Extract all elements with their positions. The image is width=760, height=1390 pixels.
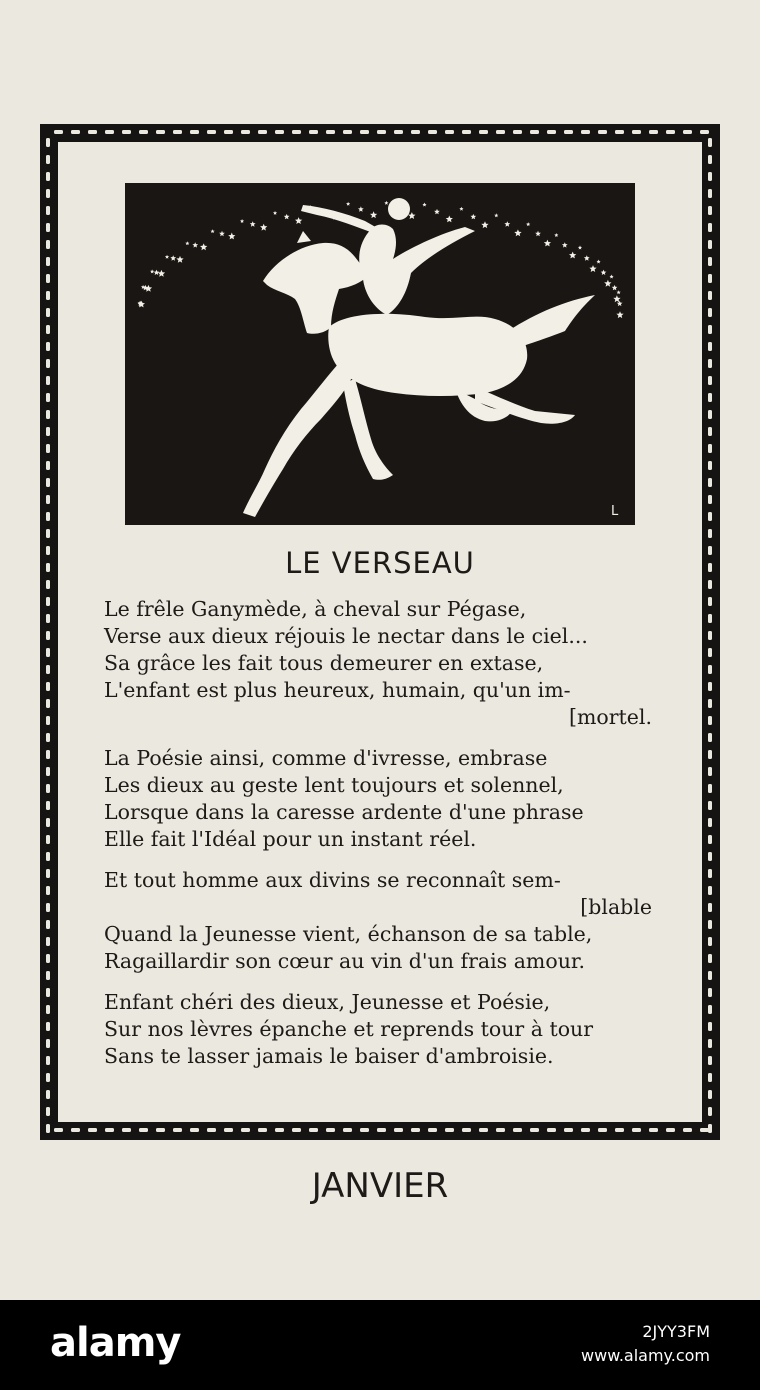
poem-line: Et tout homme aux divins se reconnaît sem- [104,868,561,892]
poem-line: Sans te lasser jamais le baiser d'ambroisie. [104,1044,554,1068]
poem-line: [mortel. [568,705,652,729]
stanza [104,867,652,975]
poem-line: Elle fait l'Idéal pour un instant réel. [104,827,477,851]
poem-title: LE VERSEAU [285,546,475,580]
poem-line: Lorsque dans la caresse ardente d'une phrase [104,800,584,824]
alamy-logo: alamy [50,1320,181,1366]
poem-line: Quand la Jeunesse vient, échanson de sa table, [104,922,593,946]
poem-line: Sur nos lèvres épanche et reprends tour à tour [104,1017,594,1041]
stanza [104,596,652,731]
poem-body [104,596,652,1084]
poem-line: Le frêle Ganymède, à cheval sur Pégase, [104,597,527,621]
poem-line: L'enfant est plus heureux, humain, qu'un im- [104,678,571,702]
poem-line: Sa grâce les fait tous demeurer en extase, [104,651,544,675]
site-url: www.alamy.com [581,1346,710,1365]
image-id: 2JYY3FM [642,1322,710,1341]
poem-line: La Poésie ainsi, comme d'ivresse, embrase [104,746,548,770]
month-label: JANVIER [311,1166,449,1206]
pegasus-illustration [125,183,635,525]
poem-line: Verse aux dieux réjouis le nectar dans le ciel... [104,624,588,648]
poem-line: Ragaillardir son cœur au vin d'un frais amour. [104,949,585,973]
monogram: L [611,504,619,519]
stanza [104,989,652,1070]
poem-line: Enfant chéri des dieux, Jeunesse et Poésie, [104,990,551,1014]
poem-line: [blable [580,895,652,919]
stanza [104,745,652,853]
poem-line: Les dieux au geste lent toujours et solennel, [104,773,564,797]
